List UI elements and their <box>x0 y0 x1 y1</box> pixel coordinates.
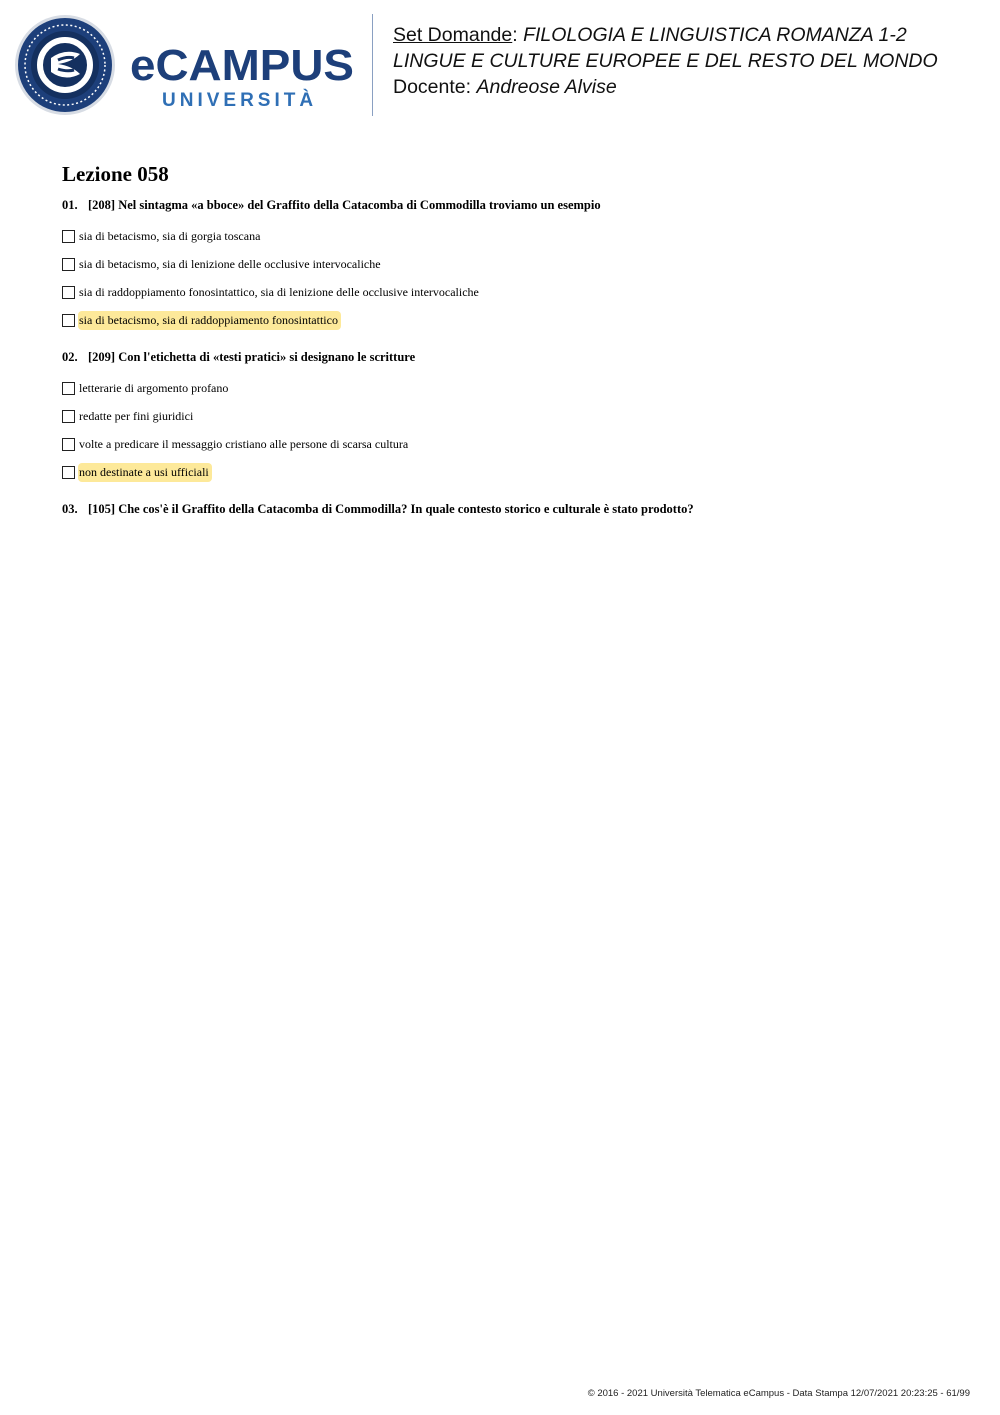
lesson-title: Lezione 058 <box>62 162 169 186</box>
teacher-name: Andreose Alvise <box>476 76 617 98</box>
answer-option-correct[interactable] <box>62 306 962 334</box>
answer-checkbox[interactable] <box>62 410 75 423</box>
question-text: [208] Nel sintagma «a bboce» del Graffito della Catacomba di Commodilla troviamo un esempio <box>88 198 601 212</box>
answer-option[interactable] <box>62 374 962 402</box>
course-line-1 <box>393 22 993 48</box>
answer-text: redatte per fini giuridici <box>79 408 194 423</box>
answer-text: volte a predicare il messaggio cristiano alle persone di scarsa cultura <box>79 436 409 451</box>
set-label: Set Domande <box>393 24 513 46</box>
question-number: 03. <box>62 502 78 516</box>
answer-text: sia di betacismo, sia di lenizione delle occlusive intervocaliche <box>79 256 381 271</box>
question-text: [105] Che cos'è il Graffito della Catacomba di Commodilla? In quale contesto storico e culturale è stato prodotto? <box>88 502 694 516</box>
answer-option[interactable] <box>62 402 962 430</box>
question-title <box>62 500 962 518</box>
svg-text:UNIVERSITÀ: UNIVERSITÀ <box>162 90 318 111</box>
answer-option[interactable] <box>62 222 962 250</box>
answer-checkbox[interactable] <box>62 466 75 479</box>
page-content <box>62 160 962 528</box>
page-header <box>0 0 1000 130</box>
answer-checkbox[interactable] <box>62 314 75 327</box>
set-separator: : <box>512 24 518 46</box>
teacher-label: Docente: <box>393 76 472 98</box>
answer-text-highlighted: non destinate a usi ufficiali <box>78 463 212 482</box>
teacher-line <box>393 74 993 100</box>
course-name: FILOLOGIA E LINGUISTICA ROMANZA 1-2 <box>523 24 907 46</box>
answer-option[interactable] <box>62 250 962 278</box>
question-01 <box>62 196 962 334</box>
question-02 <box>62 348 962 486</box>
ecampus-seal-logo <box>14 14 116 116</box>
answer-text: sia di betacismo, sia di gorgia toscana <box>79 228 261 243</box>
question-title <box>62 348 962 366</box>
answer-checkbox[interactable] <box>62 230 75 243</box>
page-footer: © 2016 - 2021 Università Telematica eCampus - Data Stampa 12/07/2021 20:23:25 - 61/99 <box>587 1388 970 1399</box>
ecampus-wordmark-logo <box>130 40 360 112</box>
answer-text: letterarie di argomento profano <box>79 380 229 395</box>
answer-checkbox[interactable] <box>62 438 75 451</box>
question-text: [209] Con l'etichetta di «testi pratici» si designano le scritture <box>88 350 416 364</box>
answer-checkbox[interactable] <box>62 286 75 299</box>
header-divider <box>372 14 373 116</box>
question-number: 02. <box>62 350 78 364</box>
course-line-2: LINGUE E CULTURE EUROPEE E DEL RESTO DEL MONDO <box>393 50 938 72</box>
answer-option-correct[interactable] <box>62 458 962 486</box>
question-title <box>62 196 962 214</box>
answer-text-highlighted: sia di betacismo, sia di raddoppiamento fonosintattico <box>78 311 341 330</box>
answer-option[interactable] <box>62 430 962 458</box>
answer-text: sia di raddoppiamento fonosintattico, sia di lenizione delle occlusive intervocaliche <box>79 284 479 299</box>
answer-checkbox[interactable] <box>62 258 75 271</box>
answer-option[interactable] <box>62 278 962 306</box>
svg-text:eCAMPUS: eCAMPUS <box>130 41 354 90</box>
question-number: 01. <box>62 198 78 212</box>
course-info <box>393 22 993 100</box>
answer-checkbox[interactable] <box>62 382 75 395</box>
question-03 <box>62 500 962 518</box>
